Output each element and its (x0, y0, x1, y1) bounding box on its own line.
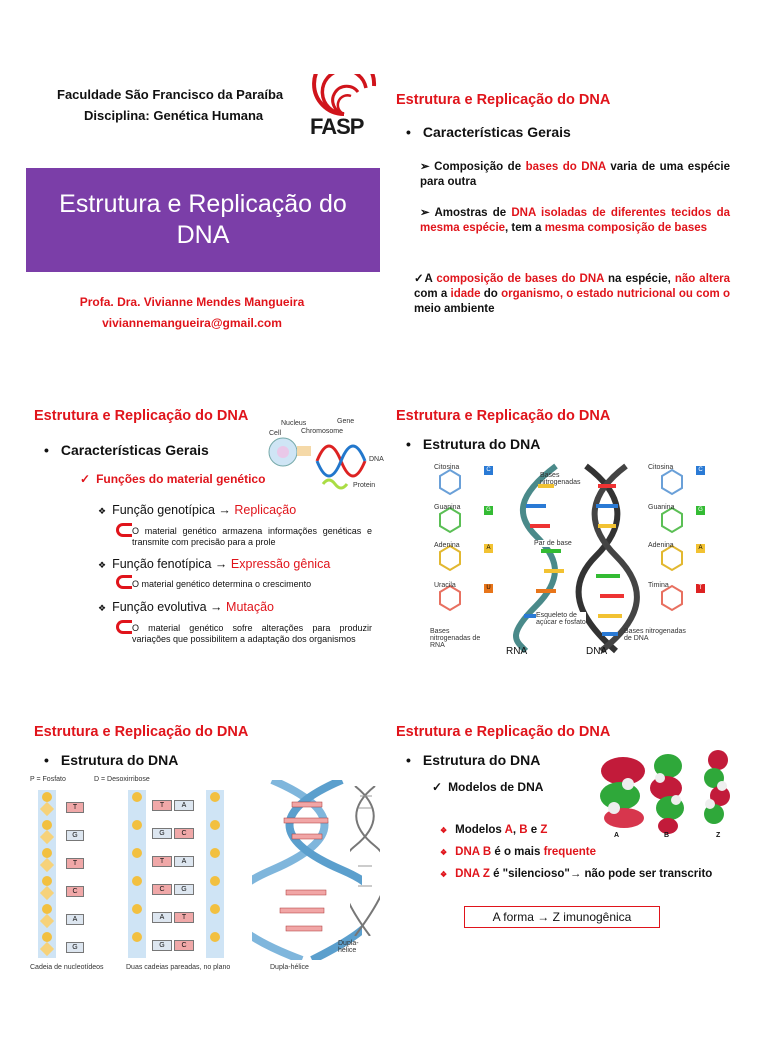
base-letter-a: A (484, 544, 493, 553)
check-icon: ✓ (414, 273, 425, 285)
model-label: A (614, 832, 620, 839)
diamond-icon: ❖ (440, 826, 448, 835)
base-letter-u: U (484, 584, 493, 593)
function-2-desc: O material genético determina o crescimento (132, 579, 312, 589)
diamond-icon: ❖ (440, 848, 448, 857)
base-block: G (174, 884, 194, 895)
slide-title: Estrutura e Replicação do DNA (396, 408, 611, 424)
phosphate-node (42, 848, 52, 858)
model-point-2: ❖ DNA B é o mais frequente (440, 846, 596, 858)
base-block: G (152, 940, 172, 951)
phosphate-node (132, 820, 142, 830)
function-1-desc: O material genético armazena informações genéticas e transmite com precisão para a prole (132, 526, 372, 547)
phosphate-node (210, 792, 220, 802)
phosphate-node (42, 876, 52, 886)
phosphate-node (210, 904, 220, 914)
diagram-label: Cell (269, 430, 282, 437)
slide-6 (384, 724, 768, 1044)
base-block: A (66, 914, 84, 925)
caption-helix: Dupla-hélice (270, 964, 309, 971)
bullet-heading: • Características Gerais (44, 442, 209, 458)
presentation-title: Estrutura e Replicação do DNA (59, 190, 347, 249)
slide-2 (384, 92, 768, 412)
label-dna: DNA (586, 646, 608, 657)
professor-email: viviannemangueira@gmail.com (102, 316, 282, 330)
label-bases-dna: Bases nitrogenadas de DNA (624, 628, 686, 642)
point-2: ➢ Amostras de DNA isoladas de diferentes tecidos da mesma espécie, tem a mesma composição de bases (420, 207, 730, 234)
base-letter-c: C (696, 466, 705, 475)
bullet-heading: • Estrutura do DNA (406, 436, 540, 452)
base-label: Citosina (434, 464, 460, 471)
sub-heading: ✓ Funções do material genético (80, 472, 266, 486)
base-block: G (66, 830, 84, 841)
point-3: ✓A composição de bases do DNA na espécie, não altera com a idade do organismo, o estado nutricional ou com o meio ambiente (414, 273, 730, 315)
institution-name: Faculdade São Francisco da Paraíba (57, 87, 284, 102)
arrow-icon: ➢ (420, 207, 430, 219)
phosphate-node (132, 792, 142, 802)
base-block: T (66, 802, 84, 813)
function-2: ❖ Função fenotípica → Expressão gênica (98, 557, 331, 571)
model-label: Z (716, 832, 721, 839)
fasp-logo (308, 74, 380, 139)
phosphate-node (210, 876, 220, 886)
slide-title: Estrutura e Replicação do DNA (34, 408, 249, 424)
diamond-icon: ❖ (98, 603, 107, 613)
base-block: C (152, 884, 172, 895)
phosphate-node (42, 904, 52, 914)
base-label: Guanina (434, 504, 461, 511)
caption-chain: Cadeia de nucleotídeos (30, 964, 104, 971)
base-block: T (152, 800, 172, 811)
base-block: G (152, 828, 172, 839)
professor-name: Profa. Dra. Vivianne Mendes Mangueira (79, 295, 305, 309)
phosphate-node (132, 848, 142, 858)
base-label: Guanina (648, 504, 675, 511)
base-label: Citosina (648, 464, 674, 471)
arrow-icon: ➢ (420, 161, 430, 173)
highlight-box: A forma → Z imunogênica (464, 906, 660, 928)
phosphate-node (42, 820, 52, 830)
helix-outline-drawing (350, 786, 380, 936)
base-letter-a: A (696, 544, 705, 553)
dna-models-drawing (598, 746, 740, 844)
label-rna: RNA (506, 646, 528, 657)
base-label: Timina (648, 582, 669, 589)
point-1: ➢ Composição de bases do DNA varia de uma espécie para outra (420, 161, 730, 188)
phosphate-node (132, 932, 142, 942)
phosphate-node (210, 820, 220, 830)
diagram-label: Protein (353, 482, 376, 489)
base-block: C (174, 828, 194, 839)
curved-arrow-icon (116, 523, 132, 537)
phosphate-node (210, 932, 220, 942)
phosphate-node (42, 792, 52, 802)
cell-dna-diagram (267, 416, 383, 496)
slide-3 (22, 408, 384, 728)
phosphate-node (132, 876, 142, 886)
diamond-icon: ❖ (440, 870, 448, 879)
slide-title: Estrutura e Replicação do DNA (396, 92, 611, 108)
model-label: B (664, 832, 670, 839)
base-block: C (174, 940, 194, 951)
diagram-label: DNA (369, 456, 384, 463)
label-esqueleto: Esqueleto de açúcar e fosfato (536, 612, 586, 626)
diagram-label: Gene (337, 418, 355, 425)
discipline-name: Disciplina: Genética Humana (84, 108, 264, 123)
bullet-heading: • Características Gerais (406, 124, 571, 140)
label-par-de-base: Par de base (534, 540, 572, 547)
caption-helix-2: Dupla-hélice (338, 940, 359, 954)
diagram-label: Chromosome (301, 428, 344, 435)
diagram-label: Nucleus (281, 420, 307, 427)
phosphate-node (132, 904, 142, 914)
caption-paired: Duas cadeias pareadas, no plano (126, 964, 231, 971)
diamond-icon: ❖ (98, 506, 107, 516)
base-block: A (152, 912, 172, 923)
helix-drawing (426, 456, 720, 656)
base-letter-t: T (696, 584, 705, 593)
slide-1 (0, 70, 384, 390)
slide-title: Estrutura e Replicação do DNA (34, 724, 249, 740)
legend-phosphate: P = Fosfato (30, 776, 66, 783)
curved-arrow-icon (116, 575, 132, 589)
dna-rna-diagram (426, 456, 720, 656)
curved-arrow-icon (116, 620, 132, 634)
bullet-heading: • Estrutura do DNA (406, 752, 540, 768)
function-1: ❖ Função genotípica → Replicação (98, 503, 297, 517)
model-point-1: ❖ Modelos A, B e Z (440, 824, 548, 836)
base-block: A (174, 856, 194, 867)
legend-deoxyribose: D = Desoxirribose (94, 776, 150, 783)
base-block: T (66, 858, 84, 869)
base-letter-g: G (484, 506, 493, 515)
double-helix-drawing (252, 780, 362, 960)
base-block: G (66, 942, 84, 953)
base-block: A (174, 800, 194, 811)
nucleotide-diagram (30, 776, 376, 976)
phosphate-node (210, 848, 220, 858)
slide-5 (22, 724, 384, 1044)
base-block: C (66, 886, 84, 897)
label-bases: Bases nitrogenadas (540, 472, 581, 486)
sub-heading: ✓ Modelos de DNA (432, 780, 544, 794)
phosphate-node (42, 932, 52, 942)
fasp-logo-icon (308, 74, 380, 118)
slide-4 (384, 408, 768, 728)
function-3: ❖ Função evolutiva → Mutação (98, 600, 274, 614)
base-label: Uracila (434, 582, 456, 589)
check-icon: ✓ (80, 472, 91, 486)
function-3-desc: O material genético sofre alterações para produzir variações que possibilitem a adaptação dos organismos (132, 623, 372, 644)
fasp-logo-text: FASP (310, 114, 364, 139)
bullet-heading: • Estrutura do DNA (44, 752, 178, 768)
base-letter-g: G (696, 506, 705, 515)
dna-models-image (598, 746, 740, 844)
slide-title: Estrutura e Replicação do DNA (396, 724, 611, 740)
base-letter-c: C (484, 466, 493, 475)
base-block: T (152, 856, 172, 867)
model-point-3: ❖ DNA Z é "silencioso"→ não pode ser transcrito (440, 868, 713, 880)
title-banner (26, 168, 380, 272)
label-bases-rna: Bases nitrogenadas de RNA (430, 628, 481, 649)
base-block: T (174, 912, 194, 923)
diamond-icon: ❖ (98, 560, 107, 570)
base-label: Adenina (648, 542, 674, 549)
check-icon: ✓ (432, 780, 443, 794)
base-label: Adenina (434, 542, 460, 549)
